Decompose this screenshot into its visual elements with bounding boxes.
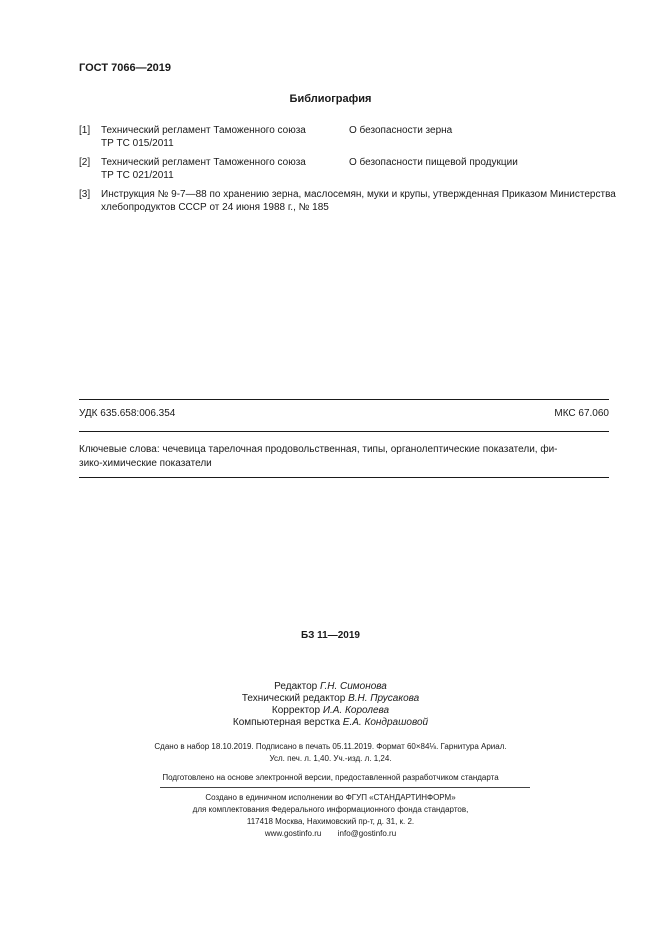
entry-source-line: ТР ТС 015/2011 [101,138,174,149]
publisher-email: info@gostinfo.ru [337,829,397,838]
entry-text-line: хлебопродуктов СССР от 24 июня 1988 г., № 185 [101,202,329,213]
print-info-line: Сдано в набор 18.10.2019. Подписано в печать 05.11.2019. Формат 60×84⅛. Гарнитура Ариал. [154,742,507,751]
divider-line [79,477,609,478]
credit-role: Корректор [271,705,321,716]
bibliography-entry-3 [79,188,616,214]
bz-number: БЗ 11—2019 [301,630,360,641]
credit-proofreader [0,705,661,717]
credit-person: В.Н. Прусакова [348,693,420,704]
credit-role: Технический редактор [241,693,346,704]
entry-source [101,156,341,182]
print-info [0,741,661,765]
entry-subject: О безопасности зерна [349,125,453,136]
divider-line [79,399,609,400]
prepared-note: Подготовлено на основе электронной версии, предоставленной разработчиком стандарта [162,773,499,782]
publisher-address: 117418 Москва, Нахимовский пр-т, д. 31, к. 2. [246,817,415,826]
keywords-line: зико-химические показатели [79,458,212,469]
credit-tech-editor [0,693,661,705]
entry-source-line: Технический регламент Таможенного союза [101,157,306,168]
print-info-line: Усл. печ. л. 1,40. Уч.-изд. л. 1,24. [269,754,392,763]
entry-source [101,124,341,150]
entry-text [101,188,621,214]
entry-source-line: ТР ТС 021/2011 [101,170,174,181]
entry-subject: О безопасности пищевой продукции [349,157,518,168]
entry-number: [3] [79,189,91,200]
credits-block [0,681,661,729]
udk-code: УДК 635.658:006.354 [79,408,176,419]
standard-code: ГОСТ 7066—2019 [79,62,172,74]
publisher-website: www.gostinfo.ru [264,829,322,838]
bibliography-entry-2 [79,156,599,182]
credit-role: Компьютерная верстка [232,717,341,728]
credit-person: Г.Н. Симонова [320,681,387,692]
keywords-line: Ключевые слова: чечевица тарелочная продовольственная, типы, органолептические показатели, фи- [79,444,558,455]
keywords-block [79,443,609,471]
bibliography-title: Библиография [289,93,372,105]
credit-layout [0,717,661,729]
credit-editor [0,681,661,693]
credit-person: Е.А. Кондрашовой [342,717,429,728]
credit-role: Редактор [274,681,318,692]
entry-text-line: Инструкция № 9-7—88 по хранению зерна, маслосемян, муки и крупы, утвержденная Приказом Министерства [101,189,616,200]
bibliography-entry-1 [79,124,599,150]
divider-line [79,431,609,432]
publisher-contacts [0,828,661,840]
publisher-line: для комплектования Федерального информационного фонда стандартов, [192,805,469,814]
entry-source-line: Технический регламент Таможенного союза [101,125,306,136]
divider-line [160,787,530,788]
mks-code: МКС 67.060 [554,408,609,419]
publisher-block [0,792,661,816]
entry-number: [1] [79,125,91,136]
credit-person: И.А. Королева [322,705,390,716]
entry-number: [2] [79,157,91,168]
publisher-line: Создано в единичном исполнении во ФГУП «СТАНДАРТИНФОРМ» [205,793,456,802]
